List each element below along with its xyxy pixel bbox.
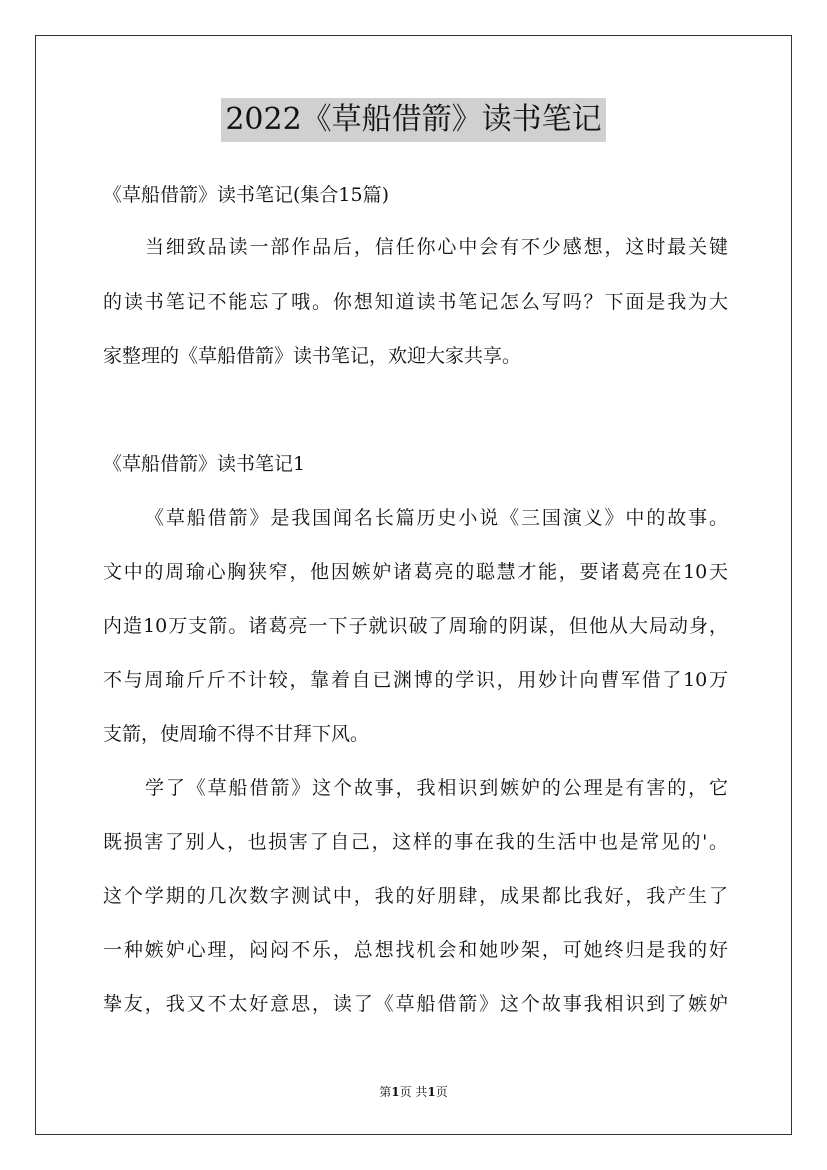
paragraph-line: 文中的周瑜心胸狭窄，他因嫉妒诸葛亮的聪慧才能，要诸葛亮在10天 xyxy=(103,561,728,583)
paragraph-line: 这个学期的几次数字测试中，我的好朋肆，成果都比我好，我产生了 xyxy=(103,885,728,907)
paragraph-line: 《草船借箭》是我国闻名长篇历史小说《三国演义》中的故事。 xyxy=(145,507,728,529)
paragraph-line: 一种嫉妒心理，闷闷不乐，总想找机会和她吵架，可她终归是我的好 xyxy=(103,939,728,961)
document-subtitle: 《草船借箭》读书笔记(集合15篇) xyxy=(103,184,390,206)
footer-page-number: 1 xyxy=(391,1085,400,1099)
paragraph-line: 挚友，我又不太好意思，读了《草船借箭》这个故事我相识到了嫉妒 xyxy=(103,993,728,1015)
page-footer xyxy=(0,1083,827,1101)
paragraph-line: 内造10万支箭。诸葛亮一下子就识破了周瑜的阴谋，但他从大局动身， xyxy=(103,615,728,637)
footer-suffix: 页 xyxy=(435,1085,448,1099)
document-title xyxy=(0,98,827,142)
footer-prefix: 第 xyxy=(379,1085,392,1099)
paragraph-line: 学了《草船借箭》这个故事，我相识到嫉妒的公理是有害的，它 xyxy=(145,777,728,799)
intro-line: 家整理的《草船借箭》读书笔记，欢迎大家共享。 xyxy=(103,345,522,367)
footer-mid: 页 共 xyxy=(399,1085,428,1099)
intro-line: 的读书笔记不能忘了哦。你想知道读书笔记怎么写吗？下面是我为大 xyxy=(103,291,728,313)
paragraph-line: 支箭，使周瑜不得不甘拜下风。 xyxy=(103,723,370,745)
footer-page-total: 1 xyxy=(427,1085,436,1099)
paragraph-line: 既损害了别人，也损害了自己，这样的事在我的生活中也是常见的'。 xyxy=(103,831,728,853)
title-text: 2022《草船借箭》读书笔记 xyxy=(221,98,605,142)
paragraph-line: 不与周瑜斤斤不计较，靠着自已渊博的学识，用妙计向曹军借了10万 xyxy=(103,669,728,691)
section-heading: 《草船借箭》读书笔记1 xyxy=(103,453,306,475)
intro-line: 当细致品读一部作品后，信任你心中会有不少感想，这时最关键 xyxy=(145,236,728,258)
